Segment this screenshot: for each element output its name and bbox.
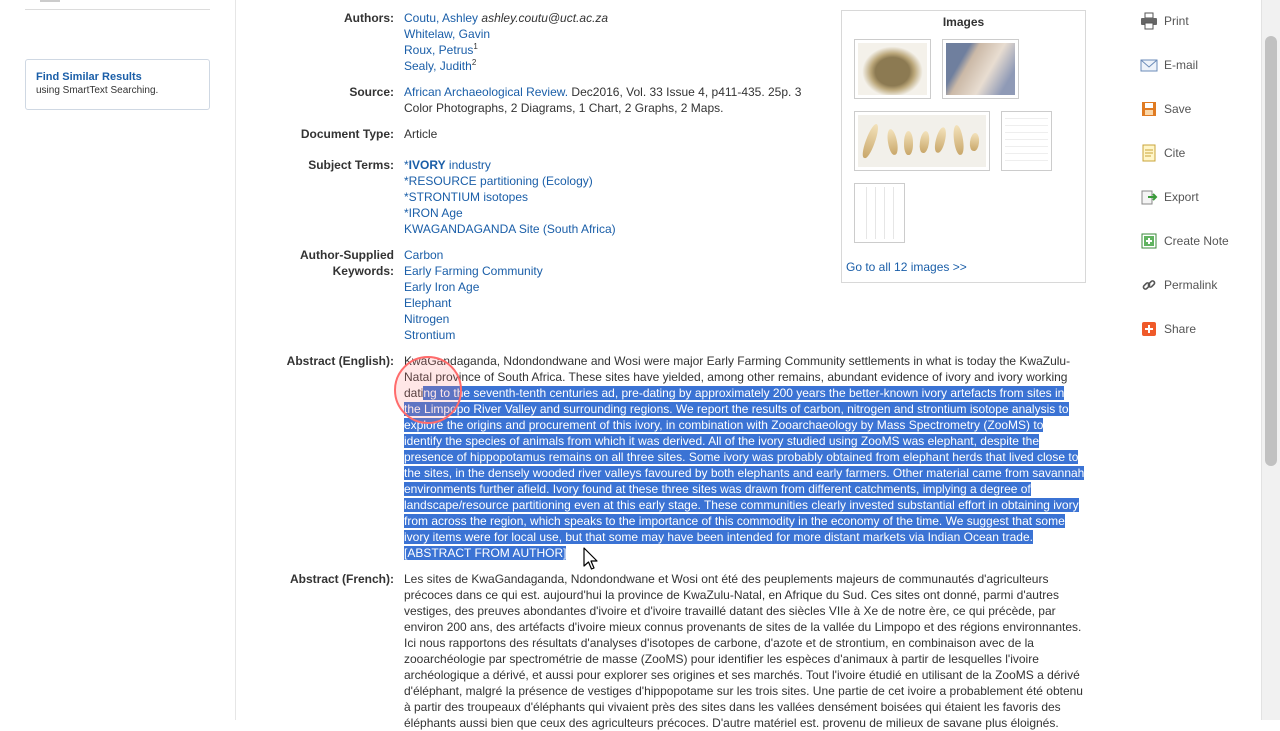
tool-share[interactable]: [1140, 319, 1196, 339]
abstract-line: environ 200 ans, des artéfacts d'ivoire mieux connus provenants de sites de la vallée du Limpopo et des régions environnantes.: [404, 620, 1082, 634]
abstract-line: vestiges, des preuves abondantes d'ivoire et d'ivoire travaillé datant des siècles VIIe à Xe de notre ère, ce qui précède, par: [404, 604, 1056, 618]
keywords-list: [404, 247, 543, 343]
tool-email[interactable]: [1140, 55, 1198, 75]
author-link[interactable]: Sealy, Judith: [404, 59, 472, 73]
hands-photo-image: [946, 43, 1015, 95]
doctype-value: Article: [404, 127, 438, 141]
image-thumbnail[interactable]: [854, 183, 905, 243]
image-thumbnail[interactable]: [854, 111, 990, 171]
tool-export[interactable]: [1140, 187, 1199, 207]
image-thumbnail[interactable]: [854, 39, 931, 99]
abstract-line: zooarchéologie par spectrométrie de masse (ZooMS) pour identifier les espèces d'animaux à partir de lesquelles l'ivoire: [404, 652, 1039, 666]
author-item: [404, 42, 608, 58]
abstract-line-selected: the sites, in the densely wooded river valleys favoured by both elephants and early farmers. Other material came from savannah: [404, 466, 1085, 480]
go-to-all-images-link[interactable]: Go to all 12 images >>: [846, 260, 967, 274]
cite-icon: [1140, 144, 1158, 162]
abstract-line: précoces dans ce qui est. aujourd'hui la province de KwaZulu-Natal, en Afrique du Sud. Ces sites ont donné, parmi d'autres: [404, 588, 1059, 602]
authors-label: Authors:: [344, 11, 394, 25]
tool-label: Save: [1164, 102, 1192, 116]
page-scrollbar[interactable]: [1261, 0, 1280, 720]
note-icon: [1140, 232, 1158, 250]
seeds-photo-image: [858, 43, 927, 95]
source-details: Dec2016, Vol. 33 Issue 4, p411-435. 25p. 3: [568, 85, 802, 99]
images-title: Images: [942, 15, 985, 29]
tools-panel: [1116, 0, 1261, 720]
tool-save[interactable]: [1140, 99, 1191, 119]
tool-label: Create Note: [1164, 234, 1229, 248]
abstract-line-selected: explore the origins and procurement of this ivory, in combination with Zooarchaeology by Mass Spectrometry (ZooMS) to: [404, 418, 1044, 432]
affiliation-sup: 2: [471, 58, 477, 67]
find-similar-panel: [25, 59, 210, 110]
email-icon: [1140, 56, 1158, 74]
image-thumbnail[interactable]: [1001, 111, 1052, 171]
save-icon: [1140, 100, 1158, 118]
abstract-line-selected: from across the region, which speaks to the importance of this commodity in the economy of the time. We suggest that some: [404, 514, 1065, 528]
permalink-icon: [1140, 276, 1158, 294]
subject-term-link[interactable]: *IVORY industry: [404, 158, 491, 172]
keyword-link[interactable]: Strontium: [404, 328, 456, 342]
subject-term-link[interactable]: *IRON Age: [404, 206, 463, 220]
affiliation-sup: 1: [473, 42, 478, 51]
abstract-line: archéologique a dérivé, et aussi pour explorer ses origines et ses marchés. Tout l'ivoire étudié en utilisant de la ZooMS a dérivé: [404, 668, 1080, 682]
tool-label: E-mail: [1164, 58, 1199, 72]
subjects-label: Subject Terms:: [308, 158, 394, 172]
sidebar-top-stub: [40, 0, 60, 2]
source-value: [404, 84, 801, 116]
abstract-line: éléphants aussi bien que ceux des agriculteurs précoces. D'autre matériel est. provenu de milieux de savane plus éloignés.: [404, 716, 1059, 730]
abstract-line-partial-selected: dating to the seventh-tenth centuries ad, pre-dating by approximately 200 years the better-known ivory artefacts from sites in: [404, 386, 1065, 400]
image-thumbnail[interactable]: [942, 39, 1019, 99]
source-line-2: Color Photographs, 2 Diagrams, 1 Chart, 2 Graphs, 2 Maps.: [404, 101, 724, 115]
abstract-source-note-selected: [ABSTRACT FROM AUTHOR]: [404, 546, 567, 560]
click-indicator: [394, 356, 462, 424]
tool-label: Permalink: [1164, 278, 1218, 292]
tool-label: Export: [1164, 190, 1199, 204]
tool-print[interactable]: [1140, 11, 1189, 31]
abstract-line-selected: environments further afield. Ivory found at these three sites was drawn from different catchments, implying a degree of: [404, 482, 1031, 496]
abstract-line: Les sites de KwaGandaganda, Ndondondwane et Wosi ont été des peuplements majeurs de communautés d'agriculteurs: [404, 572, 1049, 586]
keyword-link[interactable]: Nitrogen: [404, 312, 450, 326]
mouse-cursor-icon: [583, 547, 599, 571]
author-item: [404, 10, 608, 26]
doctype-label: Document Type:: [300, 127, 394, 141]
abstract-line: à partir des troupeaux d'éléphants qui vivaient près des sites dans les vallées densément boisées qui étaient les favoris des: [404, 700, 1061, 714]
author-link[interactable]: Coutu, Ashley: [404, 11, 479, 25]
subject-term-link[interactable]: *STRONTIUM isotopes: [404, 190, 529, 204]
abstract-line-selected: identify the species of animals from which it was derived. All of the ivory studied using ZooMS was elephant, despite the: [404, 434, 1039, 448]
subjects-list: [404, 157, 616, 237]
abstract-line: Ici nous rapportons des résultats d'analyses d'isotopes de carbone, d'azote et de strontium, en combinaison avec de la: [404, 636, 1034, 650]
authors-list: [404, 10, 608, 74]
abstract-line-selected: the Limpopo River Valley and surrounding regions. We report the results of carbon, nitrogen and strontium isotope analysis to: [404, 402, 1069, 416]
export-icon: [1140, 188, 1158, 206]
tool-create-note[interactable]: [1140, 231, 1229, 251]
subject-term-link[interactable]: KWAGANDAGANDA Site (South Africa): [404, 222, 616, 236]
abstract-line: Natal province of South Africa. These sites have yielded, among other remains, abundant evidence of ivory and ivory working: [404, 370, 1068, 384]
tool-label: Share: [1164, 322, 1197, 336]
find-similar-link[interactable]: Find Similar Results: [36, 71, 142, 83]
tool-permalink[interactable]: [1140, 275, 1217, 295]
tool-cite[interactable]: [1140, 143, 1185, 163]
record-detail: [236, 0, 1116, 730]
keywords-label: Author-Supplied Keywords:: [300, 248, 394, 278]
sidebar-divider: [25, 9, 210, 10]
abstract-line-selected: landscape/resource partitioning even at this early stage. These communities clearly invested substantial effort in obtaining ivory: [404, 498, 1079, 512]
source-line-1: [404, 84, 801, 100]
abstract-fr-label: Abstract (French):: [289, 572, 394, 586]
abstract-line: KwaGandaganda, Ndondondwane and Wosi were major Early Farming Community settlements in what is today the KwaZulu-: [404, 354, 1071, 368]
author-link[interactable]: Roux, Petrus: [404, 43, 474, 57]
author-item: [404, 26, 608, 42]
abstract-french[interactable]: [404, 571, 1086, 731]
author-item: [404, 58, 608, 74]
chart-diagram-image: [858, 187, 901, 239]
find-similar-subtitle: using SmartText Searching.: [36, 85, 159, 96]
author-link[interactable]: Whitelaw, Gavin: [404, 27, 491, 41]
abstract-line-selected: presence of hippopotamus remains on all three sites. Some ivory was probably obtained from elephant herds that lived close to: [404, 450, 1079, 464]
ivory-tusks-photo-image: [858, 115, 986, 167]
printer-icon: [1140, 12, 1158, 30]
map-diagram-image: [1005, 115, 1048, 167]
source-label: Source:: [349, 85, 394, 99]
subject-term-link[interactable]: *RESOURCE partitioning (Ecology): [404, 174, 593, 188]
abstract-en-label: Abstract (English):: [286, 354, 394, 368]
keyword-link[interactable]: Early Iron Age: [404, 280, 480, 294]
left-sidebar: [0, 0, 236, 720]
abstract-line-selected: ivory items were for local use, but that some may have been intended for more distant markets via Indian Ocean trade.: [404, 530, 1033, 544]
keyword-link[interactable]: Carbon: [404, 248, 444, 262]
abstract-english[interactable]: [404, 353, 1086, 561]
tool-label: Cite: [1164, 146, 1186, 160]
keyword-link[interactable]: Elephant: [404, 296, 452, 310]
keyword-link[interactable]: Early Farming Community: [404, 264, 543, 278]
images-panel: [841, 10, 1086, 283]
abstract-line: d'éléphant, malgré la présence de vestiges d'hippopotame sur les trois sites. Une partie de cet ivoire a probablement été obtenu: [404, 684, 1083, 698]
author-email: ashley.coutu@uct.ac.za: [481, 11, 609, 25]
journal-link[interactable]: African Archaeological Review.: [404, 85, 569, 99]
scrollbar-thumb[interactable]: [1265, 36, 1277, 466]
tool-label: Print: [1164, 14, 1189, 28]
share-icon: [1140, 320, 1158, 338]
